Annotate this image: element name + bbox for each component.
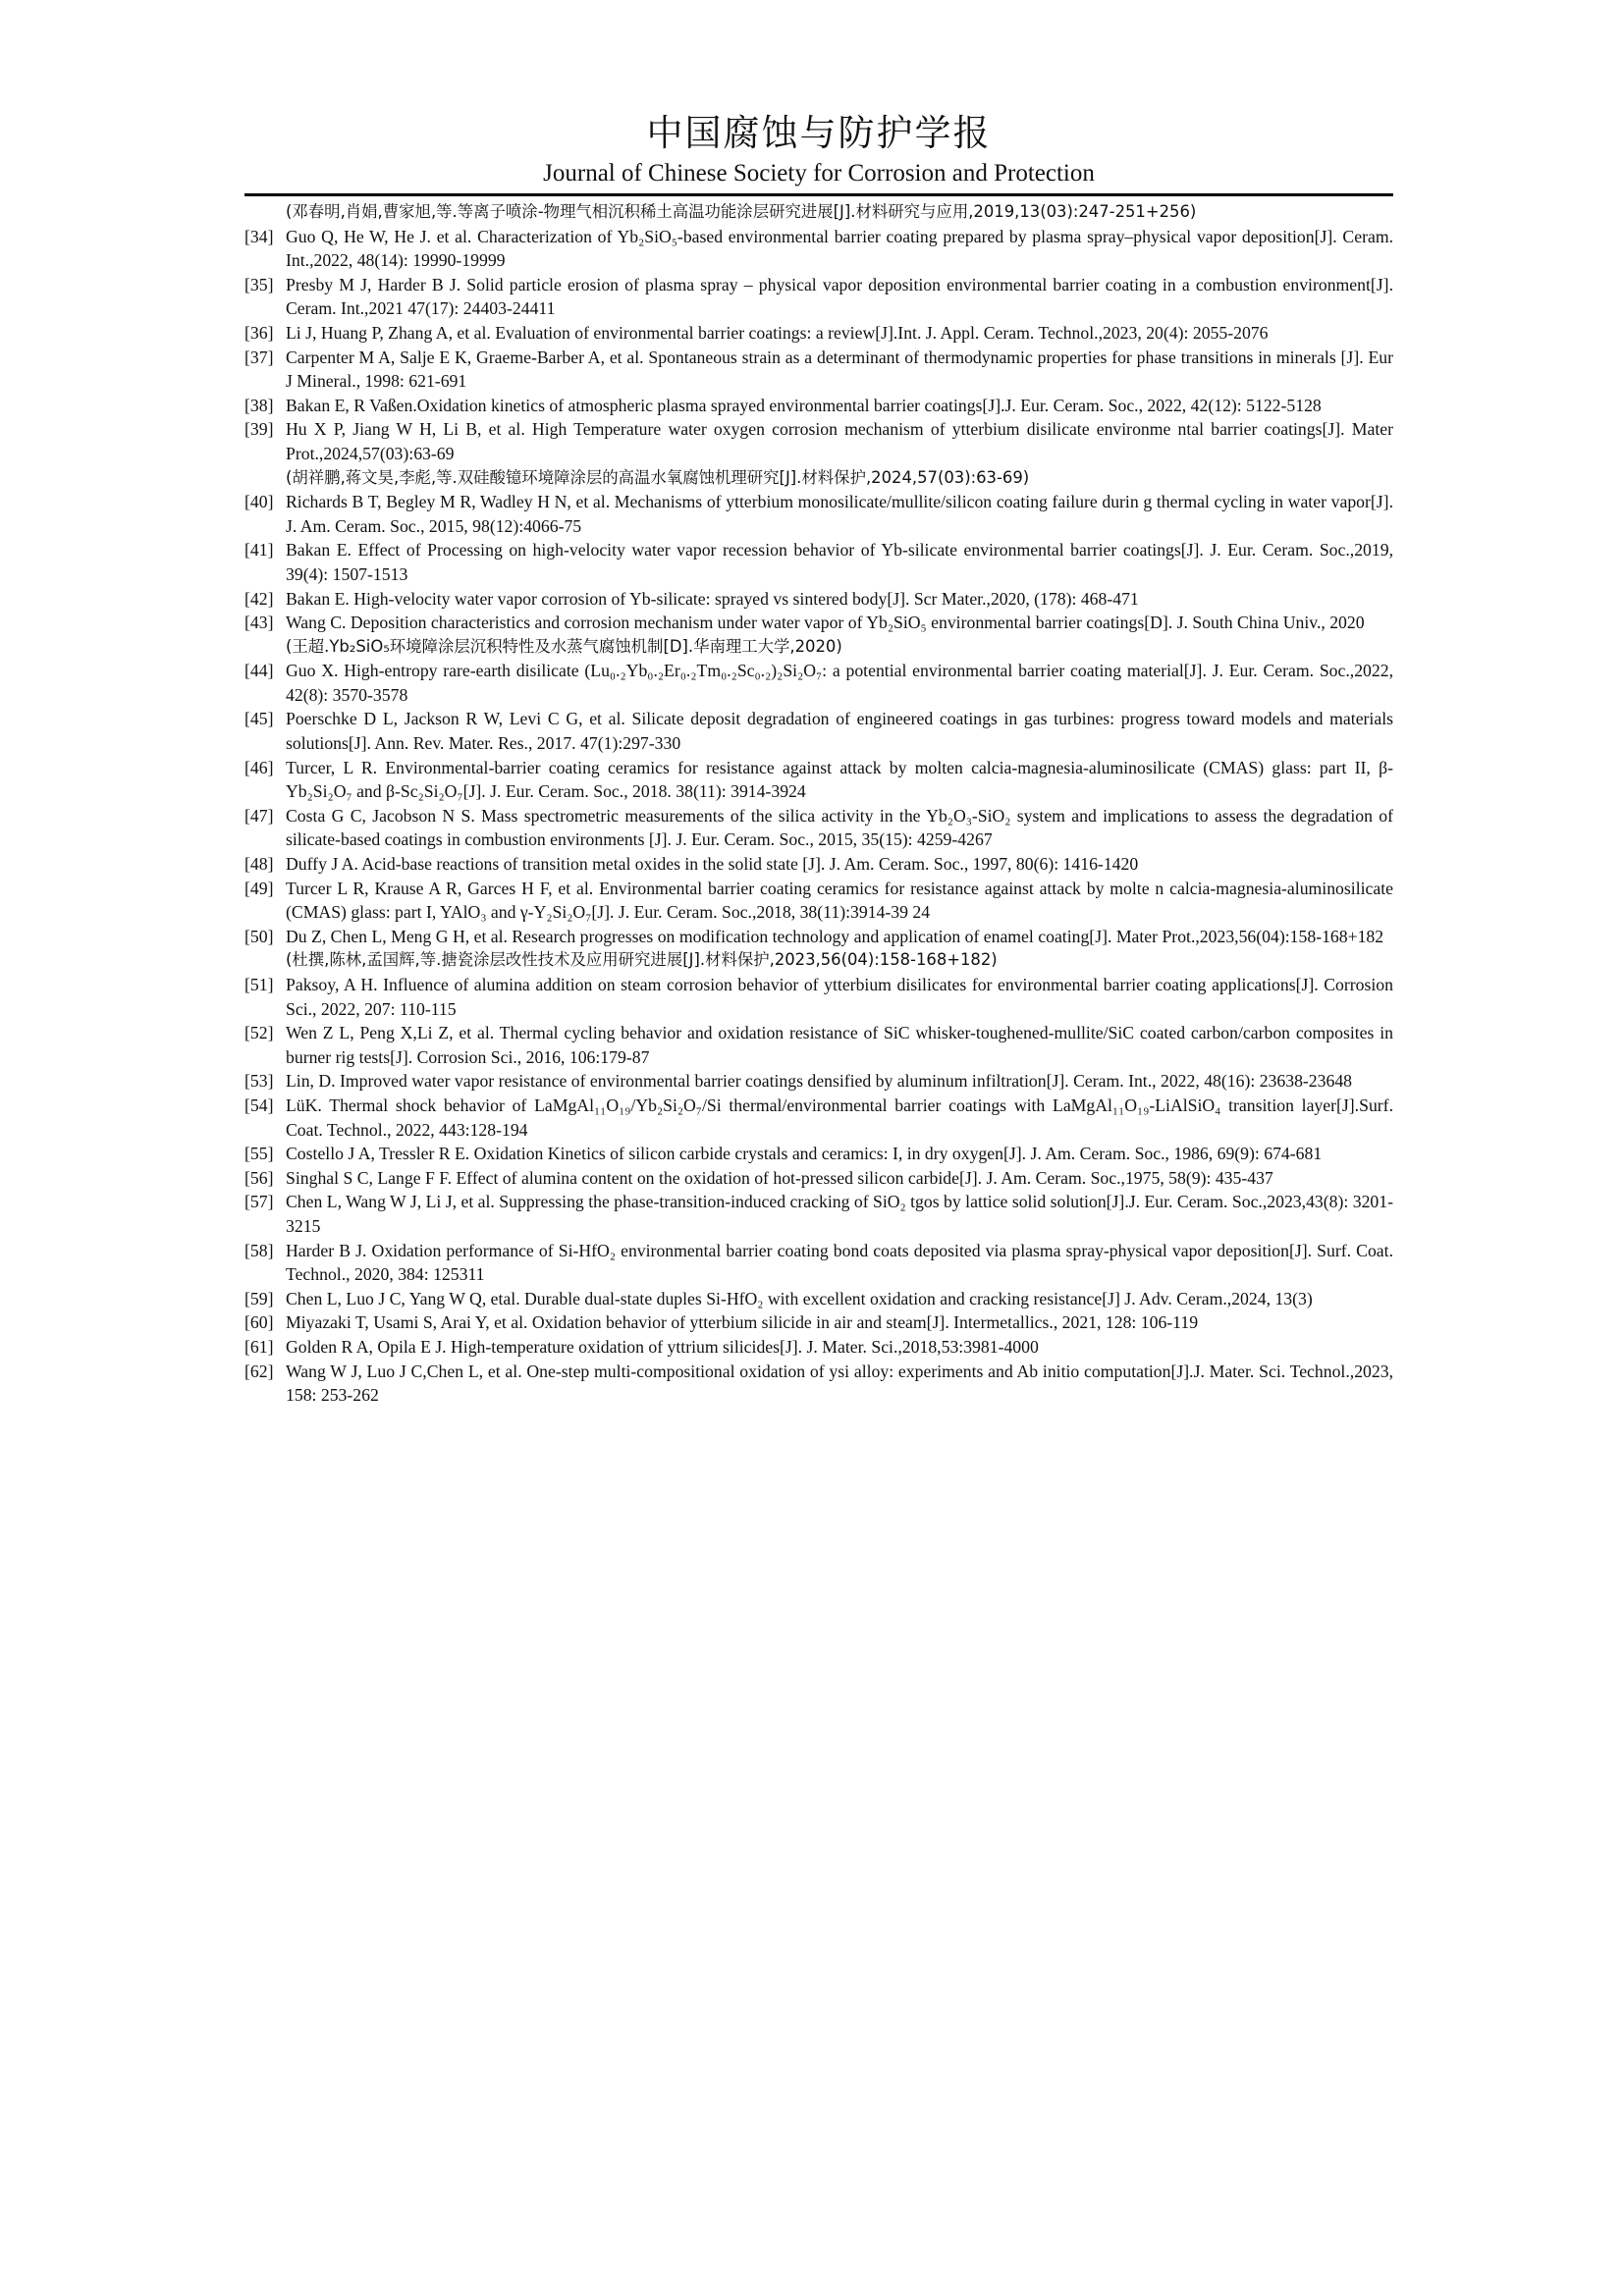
reference-number: [62] bbox=[244, 1361, 274, 1381]
reference-number: [60] bbox=[244, 1312, 274, 1333]
reference-item bbox=[244, 973, 1393, 1021]
reference-number: [50] bbox=[244, 926, 274, 946]
reference-text: Li J, Huang P, Zhang A, et al. Evaluation of environmental barrier coatings: a review[J].Int. J. Appl. Ceram. Technol.,2023, 20(4): 2055-2076 bbox=[286, 322, 1269, 343]
reference-item bbox=[244, 611, 1393, 635]
reference-item bbox=[244, 200, 1393, 225]
reference-item bbox=[244, 490, 1393, 538]
reference-number: [47] bbox=[244, 805, 274, 826]
reference-item bbox=[244, 417, 1393, 465]
reference-number: [57] bbox=[244, 1192, 274, 1212]
reference-text: Chen L, Luo J C, Yang W Q, etal. Durable dual-state duples Si-HfO₂ with excellent oxidation and cracking resistance[J] J. Adv. Ceram.,2024, 13(3) bbox=[286, 1288, 1313, 1308]
reference-number: [49] bbox=[244, 878, 274, 898]
reference-item bbox=[244, 659, 1393, 707]
reference-text: LüK. Thermal shock behavior of LaMgAl₁₁O₁₉/Yb₂Si₂O₇/Si thermal/environmental barrier coatings with LaMgAl₁₁O₁₉-LiAlSiO₄ transition layer[J].Surf. Coat. Technol., 2022, 443:128-194 bbox=[286, 1095, 1393, 1140]
reference-text: Turcer L R, Krause A R, Garces H F, et al. Environmental barrier coating ceramics for resistance against attack by molte n calcia-magnesia-aluminosilicate (CMAS) glass: part I, YAlO₃ and γ-Y₂Si₂O₇[J]. J. Eur. Ceram. Soc.,2018, 38(11):3914-39 24 bbox=[286, 878, 1393, 923]
reference-text: Harder B J. Oxidation performance of Si-HfO₂ environmental barrier coating bond coats deposited via plasma spray-physical vapor deposition[J]. Surf. Coat. Technol., 2020, 384: 125311 bbox=[286, 1240, 1393, 1285]
reference-item bbox=[244, 1142, 1393, 1166]
reference-item bbox=[244, 1069, 1393, 1094]
reference-item bbox=[244, 756, 1393, 804]
reference-item bbox=[244, 948, 1393, 973]
reference-item bbox=[244, 587, 1393, 612]
journal-header bbox=[244, 110, 1393, 188]
reference-text: Wang C. Deposition characteristics and corrosion mechanism under water vapor of Yb₂SiO₅ environmental barrier coatings[D]. J. South China Univ., 2020 bbox=[286, 613, 1365, 633]
reference-text: Guo Q, He W, He J. et al. Characterization of Yb₂SiO₅-based environmental barrier coating prepared by plasma spray–physical vapor deposition[J]. Ceram. Int.,2022, 48(14): 19990-19999 bbox=[286, 226, 1393, 271]
reference-text: (胡祥鹏,蒋文昊,李彪,等.双硅酸镱环境障涂层的高温水氧腐蚀机理研究[J].材料保护,2024,57(03):63-69) bbox=[286, 467, 1030, 487]
reference-text: Carpenter M A, Salje E K, Graeme-Barber A, et al. Spontaneous strain as a determinant of thermodynamic properties for phase transitions in minerals [J]. Eur J Mineral., 1998: 621-691 bbox=[286, 347, 1393, 392]
reference-item bbox=[244, 635, 1393, 660]
reference-text: (杜撰,陈林,孟国辉,等.搪瓷涂层改性技术及应用研究进展[J].材料保护,2023,56(04):158-168+182) bbox=[286, 950, 998, 970]
reference-text: Costa G C, Jacobson N S. Mass spectrometric measurements of the silica activity in the Yb₂O₃-SiO₂ system and implications to assess the degradation of silicate-based coatings in combustion environments [J]. J. Eur. Ceram. Soc., 2015, 35(15): 4259-4267 bbox=[286, 805, 1393, 850]
reference-number: [38] bbox=[244, 395, 274, 415]
reference-list bbox=[244, 200, 1393, 1408]
reference-item bbox=[244, 1190, 1393, 1238]
reference-text: Richards B T, Begley M R, Wadley H N, et al. Mechanisms of ytterbium monosilicate/mullite/silicon coating failure durin g thermal cycling in water vapor[J]. J. Am. Ceram. Soc., 2015, 98(12):4066-75 bbox=[286, 492, 1393, 536]
reference-item bbox=[244, 1360, 1393, 1408]
journal-title-chinese: 中国腐蚀与防护学报 bbox=[646, 112, 992, 154]
reference-number: [45] bbox=[244, 709, 274, 729]
reference-number: [34] bbox=[244, 226, 274, 246]
reference-text: (邓春明,肖娟,曹家旭,等.等离子喷涂-物理气相沉积稀土高温功能涂层研究进展[J].材料研究与应用,2019,13(03):247-251+256) bbox=[286, 202, 1197, 221]
reference-number: [53] bbox=[244, 1071, 274, 1092]
reference-item bbox=[244, 1335, 1393, 1360]
reference-item bbox=[244, 1310, 1393, 1335]
reference-text: Lin, D. Improved water vapor resistance of environmental barrier coatings densified by aluminum infiltration[J]. Ceram. Int., 2022, 48(16): 23638-23648 bbox=[286, 1071, 1353, 1092]
reference-item bbox=[244, 707, 1393, 755]
reference-text: Paksoy, A H. Influence of alumina addition on steam corrosion behavior of ytterbium disilicates for environmental barrier coating applications[J]. Corrosion Sci., 2022, 207: 110-115 bbox=[286, 975, 1393, 1019]
reference-item bbox=[244, 321, 1393, 346]
reference-text: Bakan E, R Vaßen.Oxidation kinetics of atmospheric plasma sprayed environmental barrier coatings[J].J. Eur. Ceram. Soc., 2022, 42(12): 5122-5128 bbox=[286, 395, 1322, 415]
reference-text: Presby M J, Harder B J. Solid particle erosion of plasma spray – physical vapor deposition environmental barrier coating in a combustion environment[J]. Ceram. Int.,2021 47(17): 24403-24411 bbox=[286, 274, 1393, 319]
reference-text: Duffy J A. Acid-base reactions of transition metal oxides in the solid state [J]. J. Am. Ceram. Soc., 1997, 80(6): 1416-1420 bbox=[286, 854, 1139, 875]
header-rule bbox=[244, 193, 1393, 196]
reference-item bbox=[244, 1239, 1393, 1287]
reference-number: [35] bbox=[244, 274, 274, 294]
reference-item bbox=[244, 1094, 1393, 1142]
reference-item bbox=[244, 394, 1393, 418]
reference-item bbox=[244, 1166, 1393, 1191]
reference-item bbox=[244, 925, 1393, 949]
reference-item bbox=[244, 1021, 1393, 1069]
reference-number: [39] bbox=[244, 419, 274, 440]
reference-text: Du Z, Chen L, Meng G H, et al. Research progresses on modification technology and application of enamel coating[J]. Mater Prot.,2023,56(04):158-168+182 bbox=[286, 926, 1384, 946]
reference-number: [40] bbox=[244, 492, 274, 512]
reference-item bbox=[244, 877, 1393, 925]
reference-text: Costello J A, Tressler R E. Oxidation Kinetics of silicon carbide crystals and ceramics: I, in dry oxygen[J]. J. Am. Ceram. Soc., 1986, 69(9): 674-681 bbox=[286, 1144, 1323, 1164]
reference-number: [61] bbox=[244, 1336, 274, 1357]
reference-item bbox=[244, 346, 1393, 394]
reference-number: [56] bbox=[244, 1167, 274, 1188]
reference-text: Chen L, Wang W J, Li J, et al. Suppressing the phase-transition-induced cracking of SiO₂ tgos by lattice solid solution[J].J. Eur. Ceram. Soc.,2023,43(8): 3201-3215 bbox=[286, 1192, 1393, 1236]
reference-number: [46] bbox=[244, 757, 274, 777]
reference-number: [41] bbox=[244, 540, 274, 561]
reference-text: Wen Z L, Peng X,Li Z, et al. Thermal cycling behavior and oxidation resistance of SiC whisker-toughened-mullite/SiC coated carbon/carbon composites in burner rig tests[J]. Corrosion Sci., 2016, 106:179-87 bbox=[286, 1023, 1393, 1067]
reference-number: [55] bbox=[244, 1144, 274, 1164]
reference-text: Wang W J, Luo J C,Chen L, et al. One-step multi-compositional oxidation of ysi alloy: experiments and Ab initio computation[J].J. Mater. Sci. Technol.,2023, 158: 253-262 bbox=[286, 1361, 1393, 1406]
reference-item bbox=[244, 466, 1393, 491]
reference-text: Turcer, L R. Environmental-barrier coating ceramics for resistance against attack by molten calcia-magnesia-aluminosilicate (CMAS) glass: part II, β-Yb₂Si₂O₇ and β-Sc₂Si₂O₇[J]. J. Eur. Ceram. Soc., 2018. 38(11): 3914-3924 bbox=[286, 757, 1393, 802]
reference-number: [52] bbox=[244, 1023, 274, 1043]
reference-item bbox=[244, 225, 1393, 273]
reference-text: Poerschke D L, Jackson R W, Levi C G, et al. Silicate deposit degradation of engineered coatings in gas turbines: progress toward models and materials solutions[J]. Ann. Rev. Mater. Res., 2017. 47(1):297-330 bbox=[286, 709, 1393, 754]
reference-item bbox=[244, 852, 1393, 877]
reference-item bbox=[244, 804, 1393, 852]
reference-text: Bakan E. High-velocity water vapor corrosion of Yb-silicate: sprayed vs sintered body[J]. Scr Mater.,2020, (178): 468-471 bbox=[286, 588, 1139, 609]
reference-number: [44] bbox=[244, 661, 274, 681]
reference-number: [42] bbox=[244, 588, 274, 609]
reference-text: Bakan E. Effect of Processing on high-velocity water vapor recession behavior of Yb-silicate environmental barrier coatings[J]. J. Eur. Ceram. Soc.,2019, 39(4): 1507-1513 bbox=[286, 540, 1393, 584]
reference-number: [54] bbox=[244, 1095, 274, 1115]
reference-item bbox=[244, 538, 1393, 586]
reference-text: Miyazaki T, Usami S, Arai Y, et al. Oxidation behavior of ytterbium silicide in air and steam[J]. Intermetallics., 2021, 128: 106-119 bbox=[286, 1312, 1199, 1333]
journal-title-english: Journal of Chinese Society for Corrosion and Protection bbox=[543, 160, 1095, 187]
reference-text: Guo X. High-entropy rare-earth disilicate (Lu₀.₂Yb₀.₂Er₀.₂Tm₀.₂Sc₀.₂)₂Si₂O₇: a potential environmental barrier coating material[J]. J. Eur. Ceram. Soc.,2022, 42(8): 3570-3578 bbox=[286, 661, 1393, 705]
reference-number: [43] bbox=[244, 613, 274, 633]
reference-number: [36] bbox=[244, 322, 274, 343]
reference-text: Golden R A, Opila E J. High-temperature oxidation of yttrium silicides[J]. J. Mater. Sci.,2018,53:3981-4000 bbox=[286, 1336, 1039, 1357]
reference-number: [48] bbox=[244, 854, 274, 875]
reference-number: [58] bbox=[244, 1240, 274, 1260]
reference-text: (王超.Yb₂SiO₅环境障涂层沉积特性及水蒸气腐蚀机制[D].华南理工大学,2020) bbox=[286, 636, 842, 656]
reference-number: [59] bbox=[244, 1288, 274, 1308]
reference-item bbox=[244, 273, 1393, 321]
reference-text: Singhal S C, Lange F F. Effect of alumina content on the oxidation of hot-pressed silicon carbide[J]. J. Am. Ceram. Soc.,1975, 58(9): 435-437 bbox=[286, 1167, 1273, 1188]
reference-text: Hu X P, Jiang W H, Li B, et al. High Temperature water oxygen corrosion mechanism of ytterbium disilicate environme ntal barrier coatings[J]. Mater Prot.,2024,57(03):63-69 bbox=[286, 419, 1393, 463]
reference-number: [37] bbox=[244, 347, 274, 367]
reference-number: [51] bbox=[244, 975, 274, 994]
reference-item bbox=[244, 1287, 1393, 1311]
